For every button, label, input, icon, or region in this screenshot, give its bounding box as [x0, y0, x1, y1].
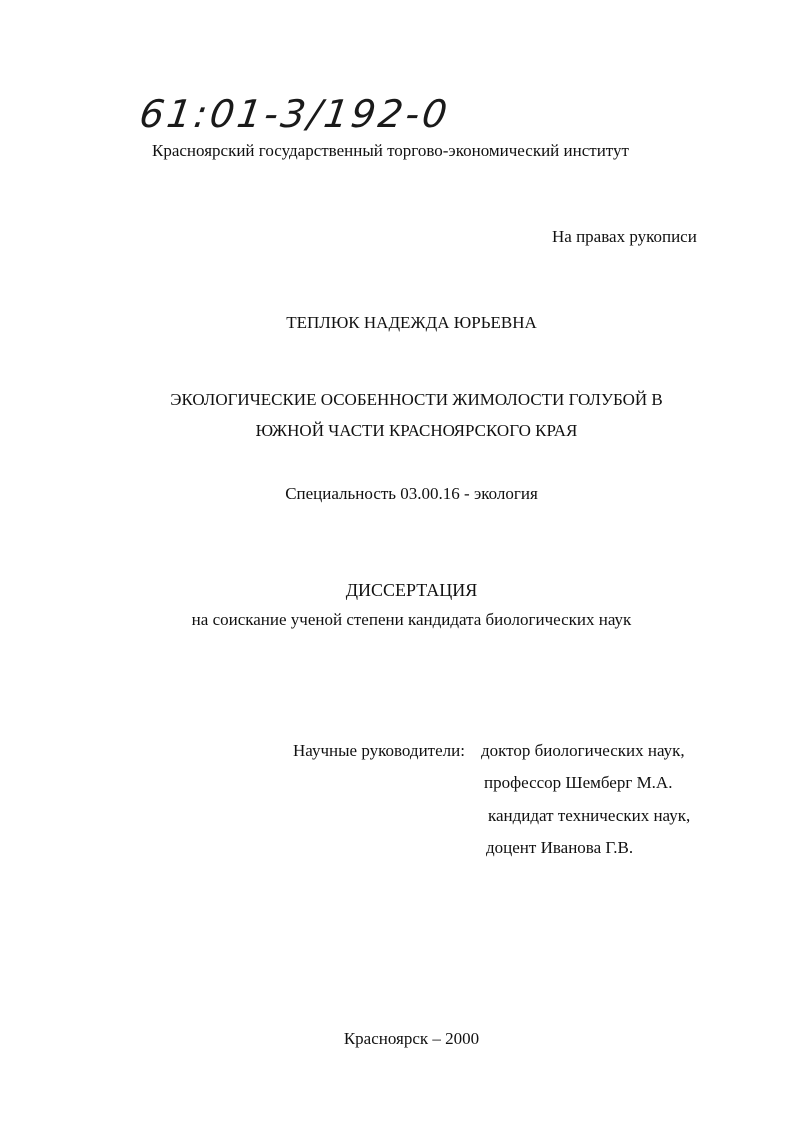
specialty: Специальность 03.00.16 - экология: [285, 484, 538, 503]
city-year: Красноярск – 2000: [343, 1029, 480, 1048]
supervisor-line-1: доктор биологических наук,: [481, 741, 685, 760]
document-type: ДИССЕРТАЦИЯ: [345, 580, 478, 600]
title-line-1: ЭКОЛОГИЧЕСКИЕ ОСОБЕННОСТИ ЖИМОЛОСТИ ГОЛУБОЙ В: [170, 390, 663, 409]
supervisors-label: Научные руководители:: [293, 741, 465, 760]
author-name: ТЕПЛЮК НАДЕЖДА ЮРЬЕВНА: [286, 313, 537, 332]
degree-statement: на соискание ученой степени кандидата биологических наук: [191, 610, 632, 629]
supervisor-line-3: кандидат технических наук,: [488, 806, 691, 825]
supervisor-line-4: доцент Иванова Г.В.: [486, 838, 634, 857]
supervisor-line-2: профессор Шемберг М.А.: [484, 773, 673, 792]
institute-name: Красноярский государственный торгово-экономический институт: [152, 141, 629, 160]
dissertation-title: [0, 384, 793, 446]
title-line-2: ЮЖНОЙ ЧАСТИ КРАСНОЯРСКОГО КРАЯ: [255, 421, 578, 440]
handwritten-archive-code: 61:01-3/192-0: [136, 92, 453, 136]
manuscript-rights-note: На правах рукописи: [552, 227, 697, 246]
